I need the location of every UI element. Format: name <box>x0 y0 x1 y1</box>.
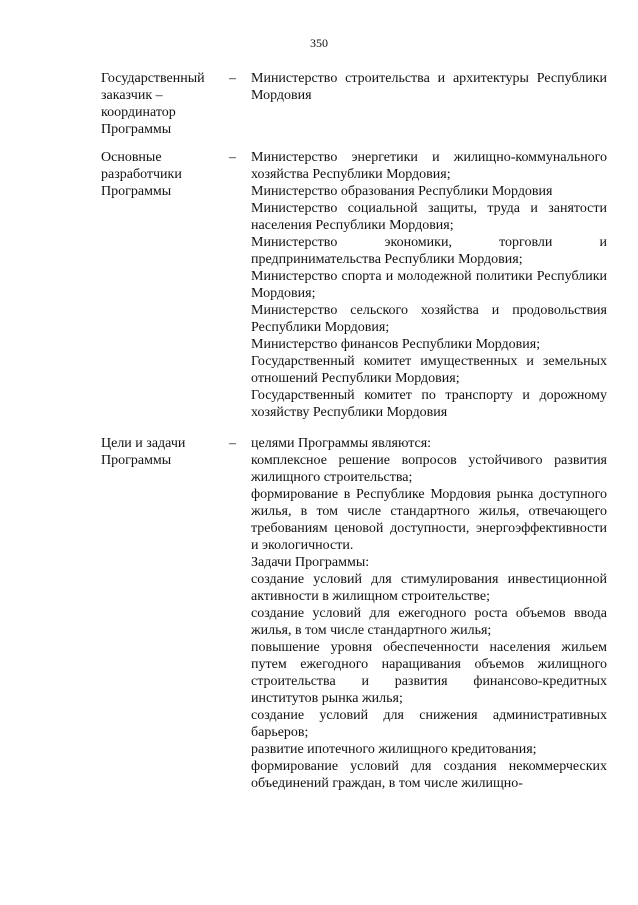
row-label-developers <box>101 149 226 200</box>
content-paragraph: создание условий для ежегодного роста объемов ввода жилья, в том числе стандартного жилья; <box>251 606 607 638</box>
row-label-goals <box>101 435 226 469</box>
content-paragraph: комплексное решение вопросов устойчивого развития жилищного строительства; <box>251 453 607 485</box>
label-line: Программы <box>101 184 172 199</box>
content-paragraph: формирование условий для создания некоммерческих объединений граждан, в том числе жилищно- <box>251 759 607 791</box>
row-dash: – <box>229 150 236 165</box>
page-number: 350 <box>310 36 328 50</box>
content-paragraph: Министерство строительства и архитектуры Республики Мордовия <box>251 71 607 103</box>
content-paragraph: развитие ипотечного жилищного кредитования; <box>251 742 537 757</box>
label-line: разработчики <box>101 167 182 182</box>
label-line: заказчик – <box>101 88 163 103</box>
label-line: Программы <box>101 122 172 137</box>
row-content-goals <box>251 435 607 792</box>
content-paragraph: Министерство финансов Республики Мордовия; <box>251 337 541 352</box>
row-content-developers <box>251 149 607 421</box>
content-paragraph: Министерство спорта и молодежной политики Республики Мордовия; <box>251 269 607 301</box>
content-paragraph: создание условий для снижения административных барьеров; <box>251 708 607 740</box>
content-paragraph: формирование в Республике Мордовия рынка доступного жилья, в том числе стандартного жилья, отвечающего требованиям ценовой доступности, энергоэффективности и экологичности. <box>251 487 607 553</box>
content-paragraph: Министерство экономики, торговли и предпринимательства Республики Мордовия; <box>251 235 607 267</box>
content-paragraph: Министерство сельского хозяйства и продовольствия Республики Мордовия; <box>251 303 607 335</box>
label-line: Цели и задачи <box>101 436 186 451</box>
row-content-customer <box>251 70 607 104</box>
content-paragraph: Министерство энергетики и жилищно-коммунального хозяйства Республики Мордовия; <box>251 150 607 182</box>
row-label-customer <box>101 70 226 138</box>
content-paragraph: целями Программы являются: <box>251 436 432 451</box>
content-paragraph: Государственный комитет по транспорту и дорожному хозяйству Республики Мордовия <box>251 388 607 420</box>
label-line: координатор <box>101 105 176 120</box>
content-paragraph: повышение уровня обеспеченности населения жильем путем ежегодного наращивания объемов жилищного строительства и развития финансово-кредитных институтов рынка жилья; <box>251 640 607 706</box>
content-paragraph: Задачи Программы: <box>251 555 370 570</box>
row-dash: – <box>229 71 236 86</box>
content-paragraph: Государственный комитет имущественных и земельных отношений Республики Мордовия; <box>251 354 607 386</box>
content-paragraph: создание условий для стимулирования инвестиционной активности в жилищном строительстве; <box>251 572 607 604</box>
label-line: Государственный <box>101 71 205 86</box>
content-paragraph: Министерство социальной защиты, труда и занятости населения Республики Мордовия; <box>251 201 607 233</box>
label-line: Программы <box>101 453 172 468</box>
label-line: Основные <box>101 150 162 165</box>
content-paragraph: Министерство образования Республики Мордовия <box>251 184 553 199</box>
row-dash: – <box>229 436 236 451</box>
